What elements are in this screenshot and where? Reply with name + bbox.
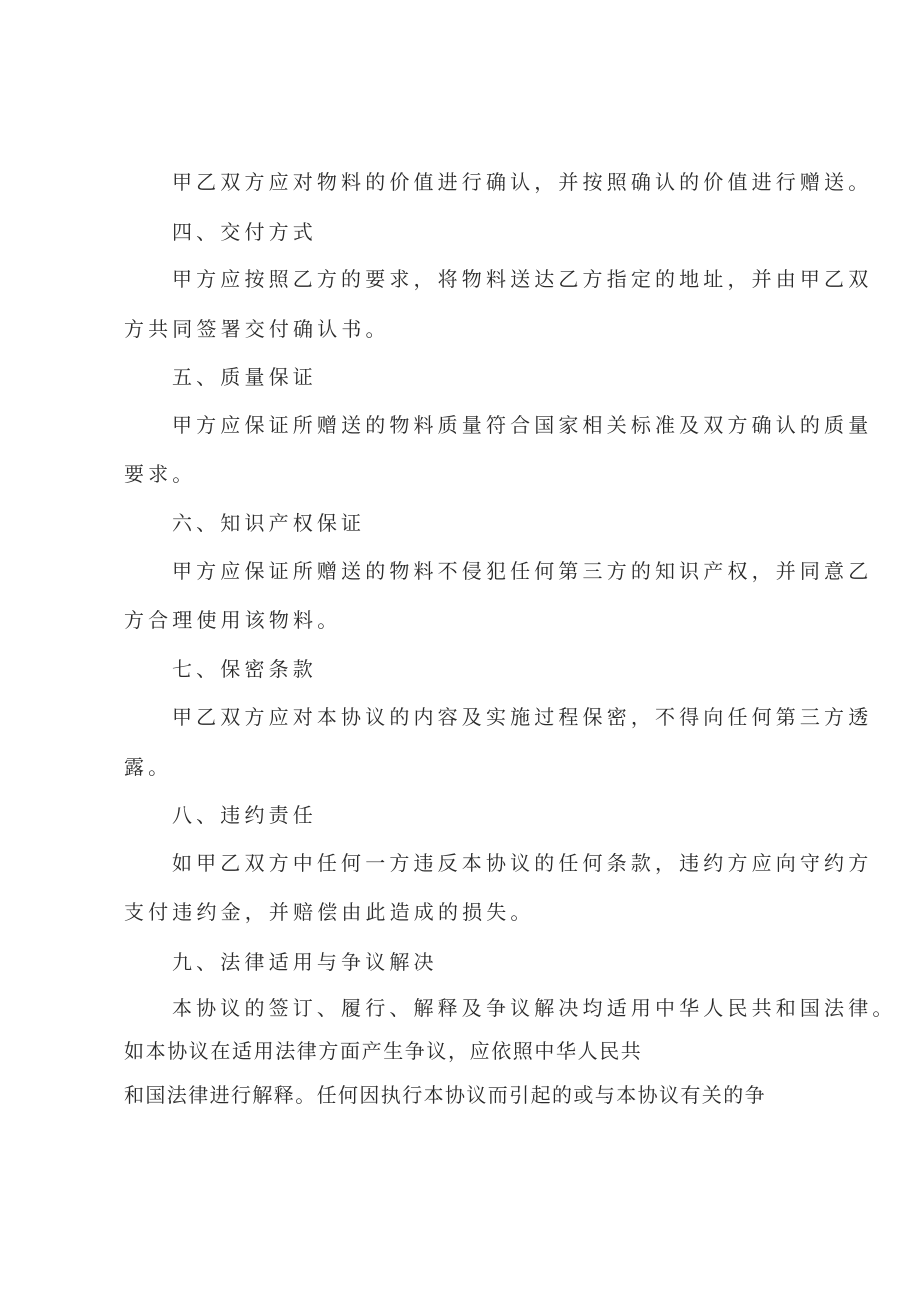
heading-ip-guarantee: 六、知识产权保证 <box>172 511 366 535</box>
paragraph-quality-line-2: 要求。 <box>124 462 197 486</box>
paragraph-law-line-3: 和国法律进行解释。任何因执行本协议而引起的或与本协议有关的争 <box>124 1083 766 1107</box>
paragraph-delivery-line-2: 方共同签署交付确认书。 <box>124 317 390 341</box>
paragraph-value-confirmation: 甲乙双方应对物料的价值进行确认，并按照确认的价值进行赠送。 <box>172 170 873 194</box>
paragraph-law-line-2: 如本协议在适用法律方面产生争议，应依照中华人民共 <box>124 1039 643 1063</box>
heading-quality-guarantee: 五、质量保证 <box>172 365 317 389</box>
heading-confidentiality: 七、保密条款 <box>172 657 317 681</box>
paragraph-liability-line-2: 支付违约金，并赔偿由此造成的损失。 <box>124 900 535 924</box>
paragraph-confidentiality-line-1: 甲乙双方应对本协议的内容及实施过程保密，不得向任何第三方透 <box>172 705 873 729</box>
heading-delivery-method: 四、交付方式 <box>172 220 317 244</box>
paragraph-quality-line-1: 甲方应保证所赠送的物料质量符合国家相关标准及双方确认的质量 <box>172 413 873 437</box>
paragraph-confidentiality-line-2: 露。 <box>124 755 173 779</box>
paragraph-law-line-1: 本协议的签订、履行、解释及争议解决均适用中华人民共和国法律。 <box>172 996 897 1020</box>
heading-liability: 八、违约责任 <box>172 803 317 827</box>
heading-governing-law: 九、法律适用与争议解决 <box>172 950 438 974</box>
paragraph-delivery-line-1: 甲方应按照乙方的要求，将物料送达乙方指定的地址，并由甲乙双 <box>172 267 873 291</box>
paragraph-ip-line-2: 方合理使用该物料。 <box>124 608 342 632</box>
paragraph-ip-line-1: 甲方应保证所赠送的物料不侵犯任何第三方的知识产权，并同意乙 <box>172 559 873 583</box>
paragraph-liability-line-1: 如甲乙双方中任何一方违反本协议的任何条款，违约方应向守约方 <box>172 851 873 875</box>
